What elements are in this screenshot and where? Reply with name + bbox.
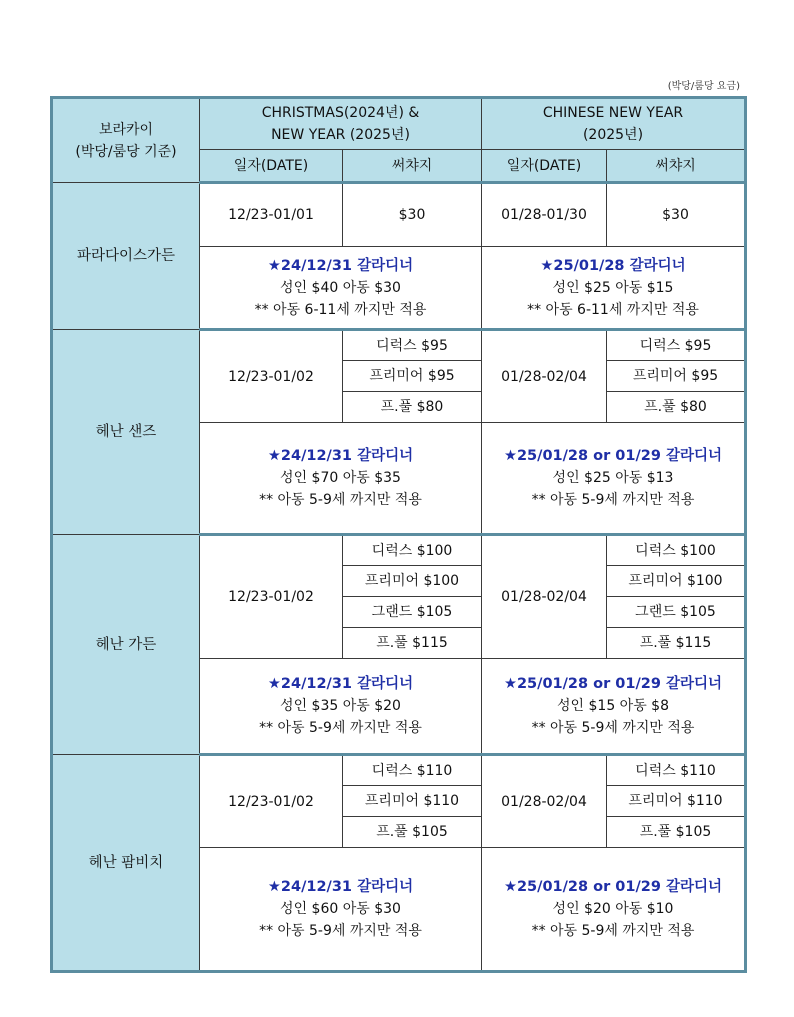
date-range: 12/23-01/02 — [200, 755, 343, 848]
room-surcharge: 프.풀 $115 — [343, 628, 482, 659]
gala-dinner-price: 성인 $20 아동 $10 — [552, 901, 674, 917]
room-surcharge: 디럭스 $95 — [607, 330, 746, 361]
gala-dinner-info — [200, 848, 482, 972]
room-surcharge: 프.풀 $105 — [343, 817, 482, 848]
hotel-name: 헤난 팜비치 — [52, 755, 200, 972]
gala-dinner-price: 성인 $15 아동 $8 — [557, 698, 669, 714]
surcharge-header: 써챠지 — [607, 150, 746, 183]
rate-basis-note: (박당/룸당 요금) — [667, 81, 740, 92]
room-surcharge: 디럭스 $100 — [607, 535, 746, 566]
room-surcharge: 디럭스 $110 — [343, 755, 482, 786]
gala-dinner-note: ** 아동 6-11세 까지만 적용 — [254, 301, 427, 318]
room-surcharge: 프.풀 $80 — [607, 392, 746, 423]
date-header: 일자(DATE) — [482, 150, 607, 183]
gala-dinner-note: ** 아동 5-9세 까지만 적용 — [531, 923, 695, 939]
date-range: 01/28-02/04 — [482, 755, 607, 848]
hotel-column-header — [52, 98, 200, 183]
gala-dinner-note: ** 아동 5-9세 까지만 적용 — [259, 492, 422, 508]
gala-dinner-note: ** 아동 5-9세 까지만 적용 — [531, 720, 695, 736]
period-header-line: CHRISTMAS(2024년) & — [261, 105, 420, 121]
room-surcharge: 프리미어 $95 — [607, 361, 746, 392]
date-range: 01/28-02/04 — [482, 330, 607, 423]
room-surcharge: 프리미어 $100 — [607, 566, 746, 597]
gala-dinner-title: ★25/01/28 or 01/29 갈라디너 — [503, 879, 723, 895]
period-header-line: NEW YEAR (2025년) — [271, 127, 410, 143]
gala-dinner-info — [482, 659, 746, 755]
gala-dinner-note: ** 아동 5-9세 까지만 적용 — [259, 923, 422, 939]
period-header-line: CHINESE NEW YEAR — [542, 105, 684, 121]
date-header: 일자(DATE) — [200, 150, 343, 183]
gala-dinner-title: ★24/12/31 갈라디너 — [267, 448, 414, 464]
gala-dinner-info — [200, 247, 482, 330]
date-range: 12/23-01/01 — [200, 183, 343, 247]
gala-dinner-price: 성인 $70 아동 $35 — [280, 470, 401, 486]
gala-dinner-info — [482, 247, 746, 330]
gala-dinner-note: ** 아동 6-11세 까지만 적용 — [527, 301, 699, 318]
period-header-chinese-new-year — [482, 98, 746, 150]
gala-dinner-price: 성인 $25 아동 $13 — [552, 470, 674, 486]
gala-dinner-title: ★25/01/28 or 01/29 갈라디너 — [503, 676, 723, 692]
gala-dinner-price: 성인 $25 아동 $15 — [552, 279, 674, 296]
room-surcharge: $30 — [343, 183, 482, 247]
hotel-name: 파라다이스가든 — [52, 183, 200, 330]
room-surcharge: 그랜드 $105 — [607, 597, 746, 628]
gala-dinner-info — [482, 423, 746, 535]
hotel-name: 헤난 샌즈 — [52, 330, 200, 535]
room-surcharge: 프리미어 $100 — [343, 566, 482, 597]
room-surcharge: 프.풀 $115 — [607, 628, 746, 659]
surcharge-table — [50, 96, 747, 973]
room-surcharge: 프.풀 $80 — [343, 392, 482, 423]
gala-dinner-title: ★25/01/28 갈라디너 — [540, 257, 686, 274]
gala-dinner-info — [482, 848, 746, 972]
gala-dinner-info — [200, 423, 482, 535]
gala-dinner-price: 성인 $60 아동 $30 — [280, 901, 401, 917]
hotel-header-line: 보라카이 — [98, 121, 154, 138]
room-surcharge: 디럭스 $110 — [607, 755, 746, 786]
date-range: 01/28-01/30 — [482, 183, 607, 247]
gala-dinner-price: 성인 $40 아동 $30 — [280, 279, 401, 296]
surcharge-header: 써챠지 — [343, 150, 482, 183]
gala-dinner-note: ** 아동 5-9세 까지만 적용 — [259, 720, 422, 736]
room-surcharge: 프.풀 $105 — [607, 817, 746, 848]
gala-dinner-price: 성인 $35 아동 $20 — [280, 698, 401, 714]
gala-dinner-info — [200, 659, 482, 755]
gala-dinner-title: ★24/12/31 갈라디너 — [267, 676, 414, 692]
room-surcharge: 프리미어 $95 — [343, 361, 482, 392]
gala-dinner-title: ★24/12/31 갈라디너 — [267, 257, 414, 274]
date-range: 12/23-01/02 — [200, 535, 343, 659]
hotel-header-line: (박당/룸당 기준) — [75, 143, 177, 160]
date-range: 12/23-01/02 — [200, 330, 343, 423]
period-header-christmas — [200, 98, 482, 150]
gala-dinner-title: ★25/01/28 or 01/29 갈라디너 — [503, 448, 723, 464]
gala-dinner-note: ** 아동 5-9세 까지만 적용 — [531, 492, 695, 508]
room-surcharge: 그랜드 $105 — [343, 597, 482, 628]
room-surcharge: 디럭스 $100 — [343, 535, 482, 566]
date-range: 01/28-02/04 — [482, 535, 607, 659]
room-surcharge: 디럭스 $95 — [343, 330, 482, 361]
period-header-line: (2025년) — [582, 127, 644, 143]
room-surcharge: $30 — [607, 183, 746, 247]
hotel-name: 헤난 가든 — [52, 535, 200, 755]
gala-dinner-title: ★24/12/31 갈라디너 — [267, 879, 414, 895]
room-surcharge: 프리미어 $110 — [343, 786, 482, 817]
room-surcharge: 프리미어 $110 — [607, 786, 746, 817]
